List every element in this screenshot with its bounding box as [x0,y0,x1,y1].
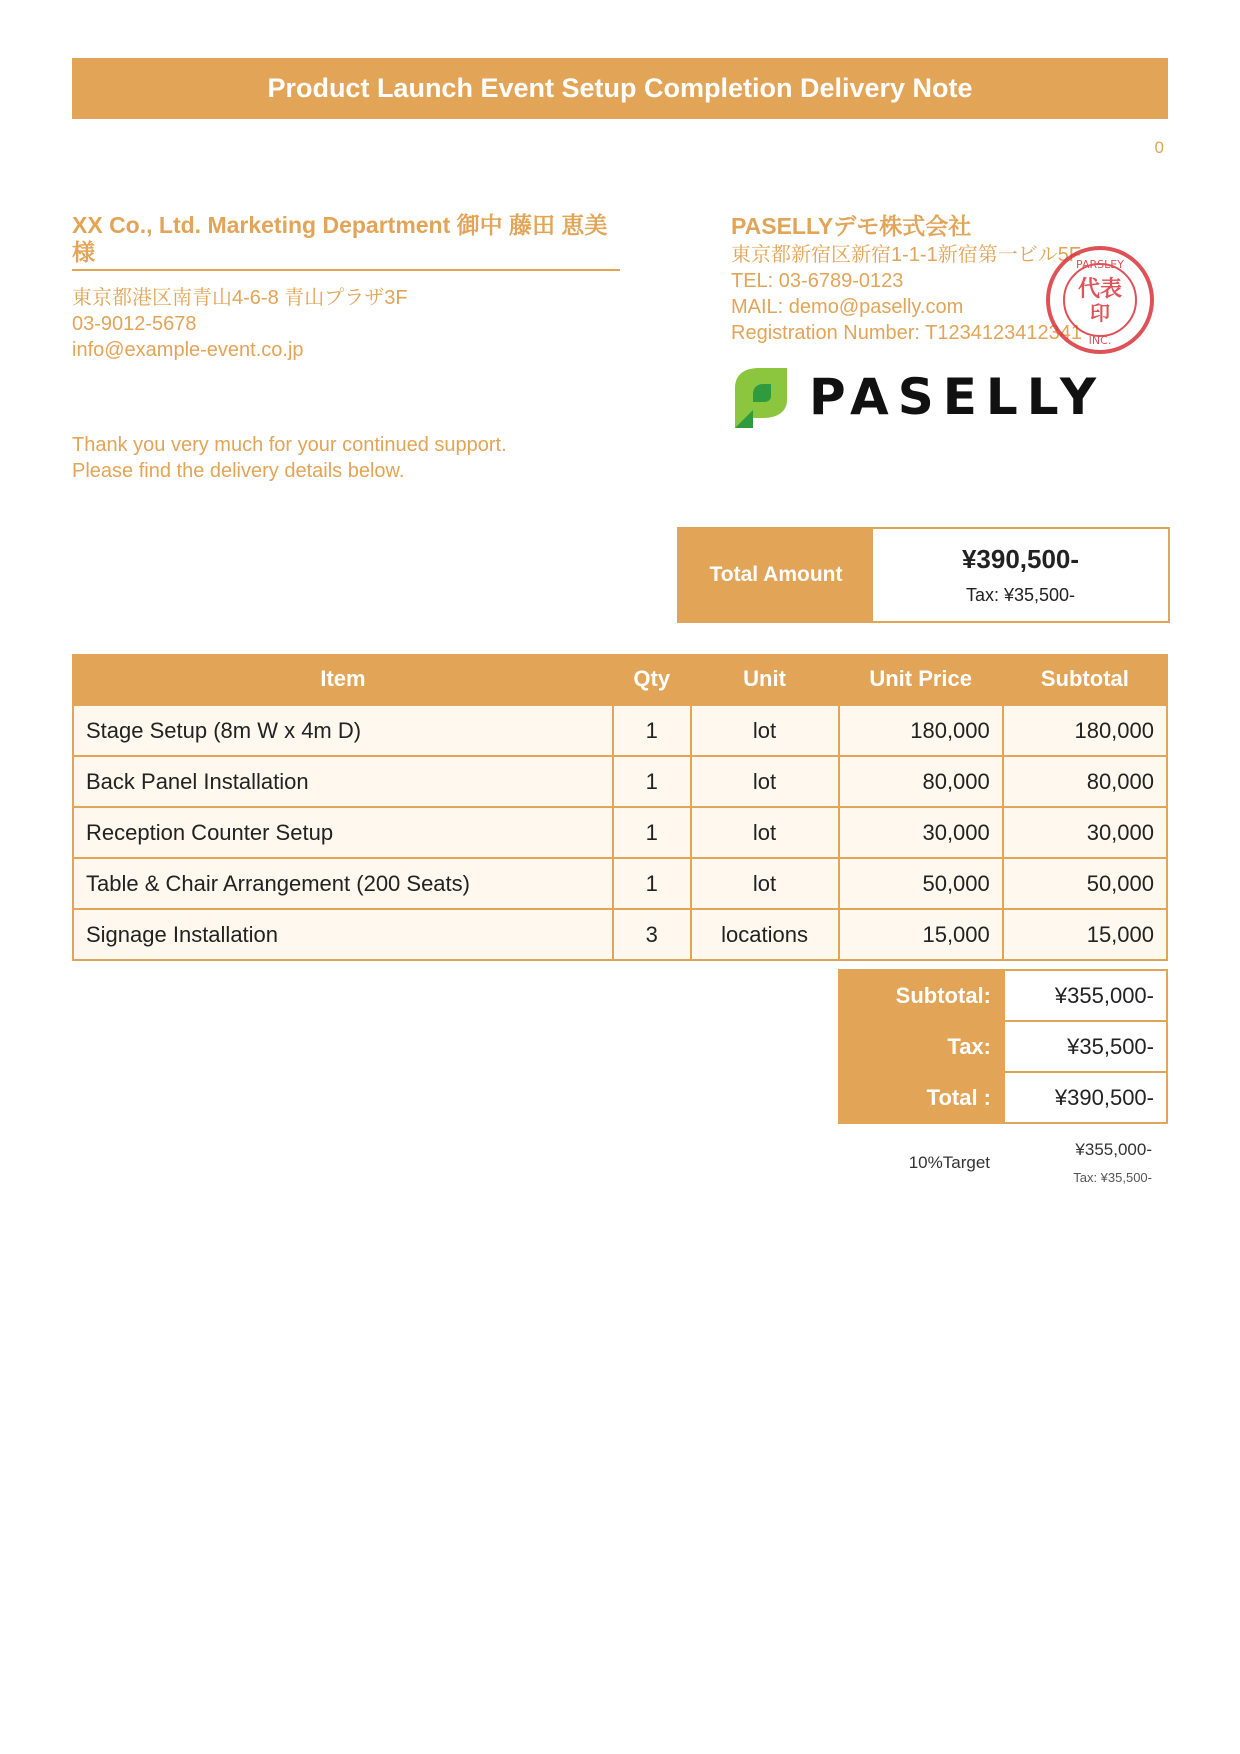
summary-table [838,969,1168,1124]
item-unit-price: 180,000 [839,705,1003,756]
sender-address: 東京都新宿区新宿1-1-1新宿第一ビル5F [731,244,1082,266]
item-qty: 1 [613,756,691,807]
tax-target-amount: ¥355,000- [1075,1140,1152,1159]
item-unit-price: 30,000 [839,807,1003,858]
greeting-line-1: Thank you very much for your continued support. [72,434,507,456]
svg-text:PARSLEY: PARSLEY [1076,258,1124,271]
recipient-phone: 03-9012-5678 [72,313,197,335]
item-unit: locations [691,909,839,960]
recipient-name: XX Co., Ltd. Marketing Department 御中 藤田 恵美 様 [72,212,620,271]
item-name: Back Panel Installation [73,756,613,807]
tax-target-label: 10%Target [908,1153,990,1172]
item-qty: 3 [613,909,691,960]
svg-text:印: 印 [1090,301,1110,325]
summary-tax-row [838,1021,1167,1072]
leaf-logo-icon [731,366,791,428]
item-unit: lot [691,858,839,909]
header-subtotal: Subtotal [1003,654,1167,705]
item-unit: lot [691,756,839,807]
item-unit: lot [691,705,839,756]
item-qty: 1 [613,807,691,858]
document-number: 0 [1154,138,1164,157]
item-unit-price: 50,000 [839,858,1003,909]
item-name: Reception Counter Setup [73,807,613,858]
table-row [73,909,1167,960]
sender-name: PASELLYデモ株式会社 [731,213,972,239]
header-unit: Unit [691,654,839,705]
table-row [73,756,1167,807]
summary-subtotal-row [838,970,1167,1021]
item-unit: lot [691,807,839,858]
item-qty: 1 [613,705,691,756]
total-amount-label: Total Amount [679,529,873,621]
table-row [73,705,1167,756]
table-row [73,858,1167,909]
item-subtotal: 180,000 [1003,705,1167,756]
item-subtotal: 30,000 [1003,807,1167,858]
svg-text:代表: 代表 [1077,277,1123,302]
summary-total-row [838,1072,1167,1123]
total-amount: ¥390,500- [961,544,1080,574]
svg-text:INC.: INC. [1088,334,1112,347]
sender-tel: TEL: 03-6789-0123 [731,270,904,292]
item-name: Stage Setup (8m W x 4m D) [73,705,613,756]
header-unit-price: Unit Price [839,654,1003,705]
table-row [73,807,1167,858]
total-amount-value [873,529,1168,621]
recipient-contact [72,285,620,363]
table-header-row [73,654,1167,705]
item-subtotal: 15,000 [1003,909,1167,960]
sender-registration: Registration Number: T1234123412341 [731,322,1082,344]
header-qty: Qty [613,654,691,705]
summary-tax-label: Tax: [838,1021,1004,1072]
item-unit-price: 15,000 [839,909,1003,960]
recipient-address: 東京都港区南青山4-6-8 青山プラザ3F [72,287,408,309]
total-amount-box [677,527,1170,623]
document-title: Product Launch Event Setup Completion Delivery Note [72,58,1168,119]
recipient-email: info@example-event.co.jp [72,339,304,361]
greeting-text [72,432,507,484]
items-table [72,654,1168,961]
header-item: Item [73,654,613,705]
logo-wordmark: PASELLY [809,368,1106,426]
item-unit-price: 80,000 [839,756,1003,807]
total-tax: Tax: ¥35,500- [965,585,1076,605]
recipient-block [72,212,620,363]
greeting-line-2: Please find the delivery details below. [72,460,405,482]
item-subtotal: 80,000 [1003,756,1167,807]
company-seal-icon [1044,244,1156,356]
summary-subtotal-value: ¥355,000- [1004,970,1167,1021]
summary-subtotal-label: Subtotal: [838,970,1004,1021]
sender-mail: MAIL: demo@paselly.com [731,296,964,318]
item-subtotal: 50,000 [1003,858,1167,909]
item-name: Table & Chair Arrangement (200 Seats) [73,858,613,909]
tax-target-tax: Tax: ¥35,500- [1073,1170,1152,1185]
summary-tax-value: ¥35,500- [1004,1021,1167,1072]
summary-total-value: ¥390,500- [1004,1072,1167,1123]
paselly-logo [731,366,1106,432]
item-qty: 1 [613,858,691,909]
summary-total-label: Total : [838,1072,1004,1123]
item-name: Signage Installation [73,909,613,960]
